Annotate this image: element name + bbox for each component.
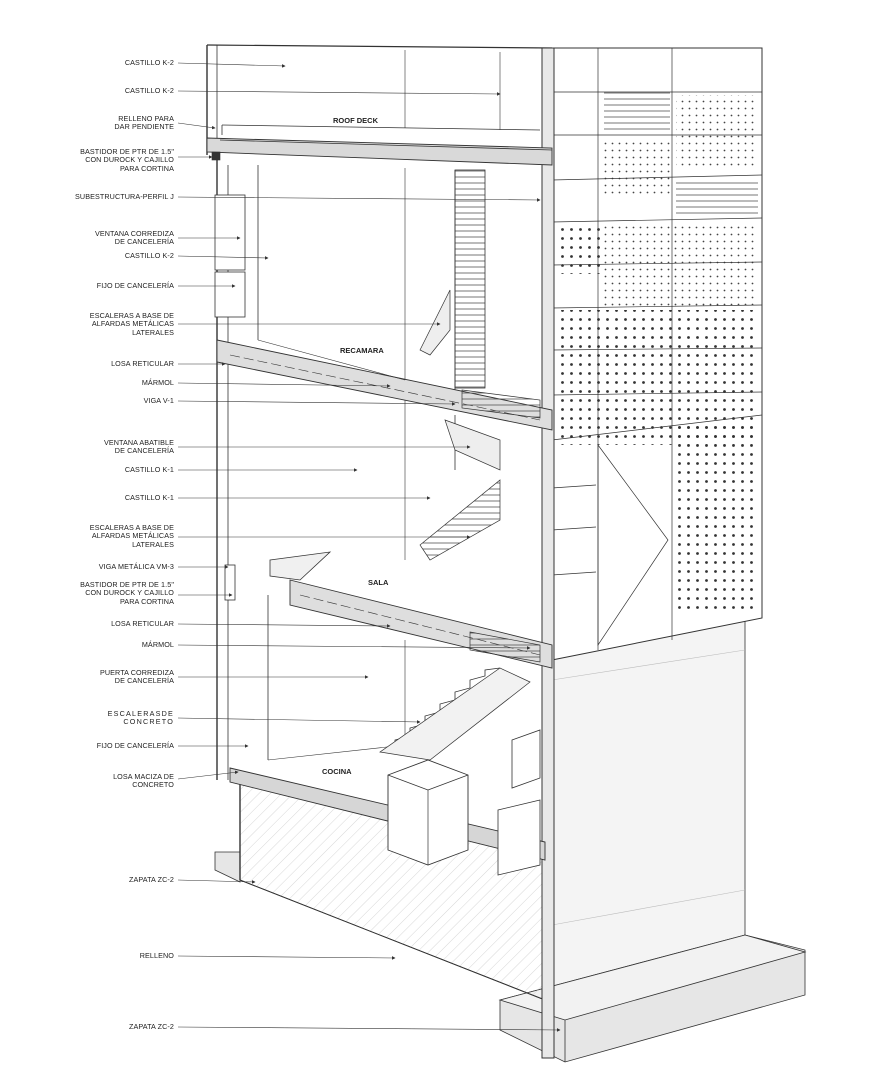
room-label-sala: SALA <box>368 578 389 587</box>
label-losa-reticular-mid: LOSA RETICULAR <box>111 619 174 628</box>
label-zapata-zc2-b: ZAPATA ZC-2 <box>128 1022 174 1031</box>
label-castillo-k2-a: CASTILLO K-2 <box>124 58 174 67</box>
room-label-recamara: RECAMARA <box>340 346 384 355</box>
label-castillo-k2-c: CASTILLO K-2 <box>124 251 174 260</box>
label-marmol-top: MÁRMOL <box>141 378 174 387</box>
label-losa-reticular-top: LOSA RETICULAR <box>111 359 174 368</box>
label-fijo-canceleria-top: FIJO DE CANCELERÍA <box>96 281 174 290</box>
label-ventana-corrediza: VENTANA CORREDIZA DE CANCELERÍA <box>94 229 174 247</box>
label-viga-v1: VIGA V-1 <box>143 396 174 405</box>
room-label-roof-deck: ROOF DECK <box>333 116 378 125</box>
label-relleno: RELLENO <box>139 951 174 960</box>
label-castillo-k2-b: CASTILLO K-2 <box>124 86 174 95</box>
label-escaleras-top: ESCALERAS A BASE DE ALFARDAS METÁLICAS LATERALES <box>89 311 174 337</box>
label-relleno-pendiente: RELLENO PARA DAR PENDIENTE <box>114 114 174 132</box>
label-escaleras-concreto: ESCALERASDE CONCRETO <box>107 709 174 727</box>
label-fijo-canceleria-bot: FIJO DE CANCELERÍA <box>96 741 174 750</box>
perforated-facade <box>552 48 762 660</box>
label-ventana-abatible: VENTANA ABATIBLE DE CANCELERÍA <box>103 438 174 456</box>
label-viga-vm3: VIGA METÁLICA VM-3 <box>98 562 174 571</box>
label-puerta-corrediza: PUERTA CORREDIZA DE CANCELERÍA <box>99 668 174 686</box>
label-escaleras-mid: ESCALERAS A BASE DE ALFARDAS METÁLICAS LATERALES <box>89 523 174 549</box>
label-marmol-mid: MÁRMOL <box>141 640 174 649</box>
room-label-cocina: COCINA <box>322 767 352 776</box>
label-bastidor-ptr-mid: BASTIDOR DE PTR DE 1.5" CON DUROCK Y CAJILLO PARA CORTINA <box>80 580 174 606</box>
label-castillo-k1-b: CASTILLO K-1 <box>124 493 174 502</box>
label-losa-maciza: LOSA MACIZA DE CONCRETO <box>113 772 174 790</box>
label-zapata-zc2-a: ZAPATA ZC-2 <box>128 875 174 884</box>
label-castillo-k1-a: CASTILLO K-1 <box>124 465 174 474</box>
label-subestructura: SUBESTRUCTURA-PERFIL J <box>75 192 174 201</box>
label-bastidor-ptr-top: BASTIDOR DE PTR DE 1.5" CON DUROCK Y CAJILLO PARA CORTINA <box>80 147 174 173</box>
